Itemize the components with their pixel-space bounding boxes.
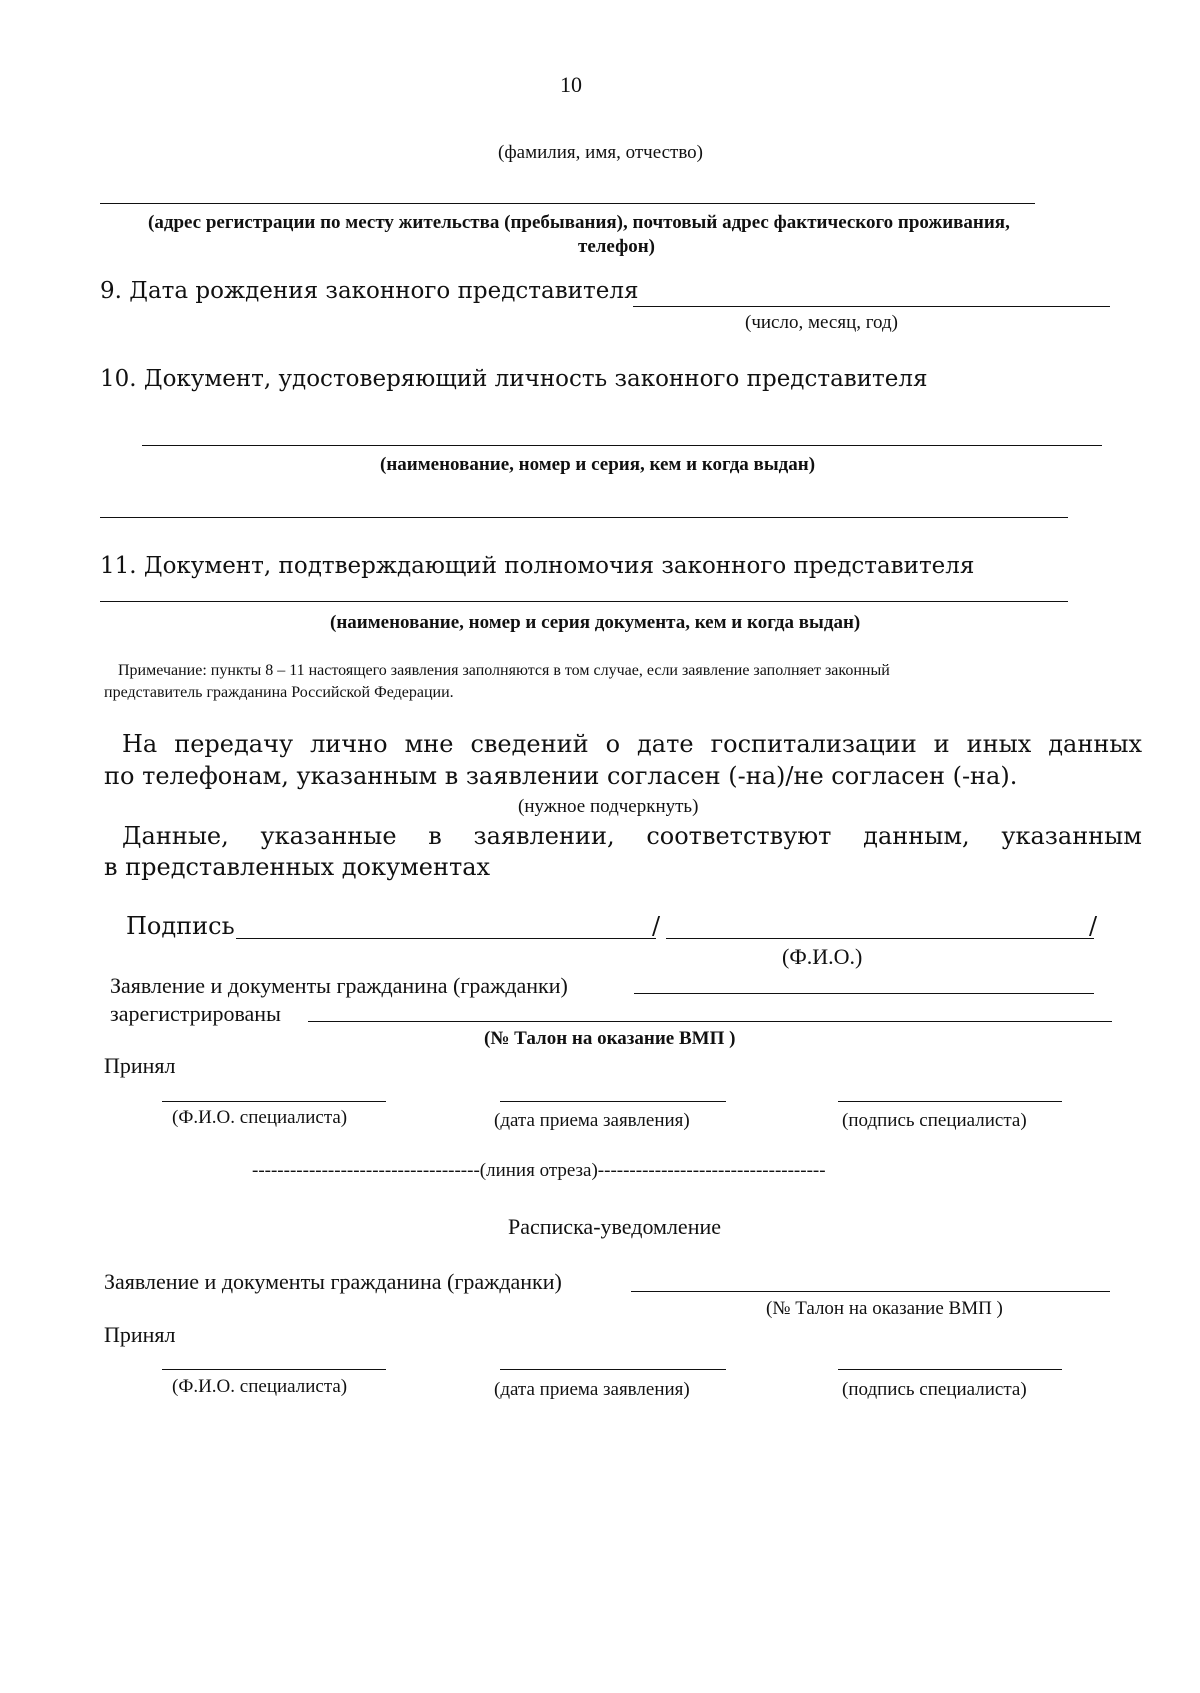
word: и <box>933 730 950 758</box>
word: лично <box>310 730 388 758</box>
caption-doc-identity: (наименование, номер и серия, кем и когда выдан) <box>380 454 816 475</box>
address-fill-line[interactable] <box>100 203 1035 204</box>
registration-line-1: Заявление и документы гражданина (гражданки) <box>110 973 568 998</box>
word: в <box>428 822 442 850</box>
caption-receipt-talon: (№ Талон на оказание ВМП ) <box>766 1298 1003 1319</box>
receipt-specialist-fio-fill-line[interactable] <box>162 1369 386 1370</box>
caption-specialist-fio: (Ф.И.О. специалиста) <box>172 1107 348 1128</box>
registration-line-2: зарегистрированы <box>110 1001 281 1026</box>
word: передачу <box>174 730 294 758</box>
registration-fill-line-1[interactable] <box>634 993 1094 994</box>
caption-talon: (№ Талон на оказание ВМП ) <box>484 1028 736 1049</box>
word: указанные <box>260 822 397 850</box>
birth-date-fill-line[interactable] <box>633 306 1110 307</box>
caption-fio-short: (Ф.И.О.) <box>782 944 863 969</box>
specialist-fio-fill-line[interactable] <box>162 1101 386 1102</box>
word: сведений <box>470 730 589 758</box>
doc-authority-fill-line[interactable] <box>100 601 1068 602</box>
caption-receipt-date: (дата приема заявления) <box>494 1110 690 1131</box>
word: На <box>122 730 158 758</box>
signature-slash-2: / <box>1089 912 1098 940</box>
specialist-sign-fill-line[interactable] <box>838 1101 1062 1102</box>
caption-birth-date: (число, месяц, год) <box>745 312 899 333</box>
match-line-1 <box>122 822 1142 850</box>
receipt-date-fill-line-2[interactable] <box>500 1369 726 1370</box>
word: данных <box>1048 730 1142 758</box>
caption-address-2: телефон) <box>578 236 656 257</box>
receipt-fill-line[interactable] <box>631 1291 1110 1292</box>
word: Данные, <box>122 822 229 850</box>
registration-fill-line-2[interactable] <box>308 1021 1112 1022</box>
signature-fill-line[interactable] <box>236 938 656 939</box>
doc-identity-fill-line-2[interactable] <box>100 517 1068 518</box>
signature-label: Подпись <box>126 912 235 940</box>
signature-fio-fill-line[interactable] <box>666 938 1094 939</box>
word: мне <box>404 730 454 758</box>
receipt-accepted-label: Принял <box>104 1322 176 1347</box>
match-line-2: в представленных документах <box>104 853 491 881</box>
caption-doc-authority: (наименование, номер и серия документа, кем и когда выдан) <box>330 612 861 633</box>
consent-line-2: по телефонам, указанным в заявлении согласен (-на)/не согласен (-на). <box>104 762 1018 790</box>
note-line-1: Примечание: пункты 8 – 11 настоящего заявления заполняются в том случае, если заявление заполняет законный <box>118 662 890 679</box>
receipt-line-1: Заявление и документы гражданина (гражданки) <box>104 1269 562 1294</box>
caption-underline-needed: (нужное подчеркнуть) <box>518 796 699 817</box>
item-9-label: 9. Дата рождения законного представителя <box>100 278 639 304</box>
receipt-specialist-sign-fill-line[interactable] <box>838 1369 1062 1370</box>
page-number: 10 <box>560 72 582 97</box>
item-10-label: 10. Документ, удостоверяющий личность законного представителя <box>100 366 928 392</box>
receipt-title: Расписка-уведомление <box>508 1214 722 1239</box>
word: заявлении, <box>473 822 615 850</box>
note-line-2: представитель гражданина Российской Федерации. <box>104 684 454 701</box>
cut-line: ------------------------------------(линия отреза)------------------------------------ <box>252 1160 826 1181</box>
word: данным, <box>863 822 970 850</box>
caption-fio: (фамилия, имя, отчество) <box>498 142 704 163</box>
receipt-caption-specialist-sign: (подпись специалиста) <box>842 1379 1027 1400</box>
doc-identity-fill-line[interactable] <box>142 445 1102 446</box>
word: указанным <box>1001 822 1142 850</box>
receipt-date-fill-line[interactable] <box>500 1101 726 1102</box>
word: дате <box>637 730 694 758</box>
caption-specialist-sign: (подпись специалиста) <box>842 1110 1027 1131</box>
word: о <box>605 730 621 758</box>
word: соответствуют <box>646 822 832 850</box>
word: госпитализации <box>710 730 917 758</box>
accepted-label: Принял <box>104 1053 176 1078</box>
caption-address-1: (адрес регистрации по месту жительства (пребывания), почтовый адрес фактического проживания, <box>148 212 1010 233</box>
consent-line-1 <box>122 730 1142 758</box>
receipt-caption-date: (дата приема заявления) <box>494 1379 690 1400</box>
word: иных <box>966 730 1032 758</box>
signature-slash-1: / <box>652 912 661 940</box>
receipt-caption-specialist-fio: (Ф.И.О. специалиста) <box>172 1376 348 1397</box>
item-11-label: 11. Документ, подтверждающий полномочия законного представителя <box>100 553 975 579</box>
